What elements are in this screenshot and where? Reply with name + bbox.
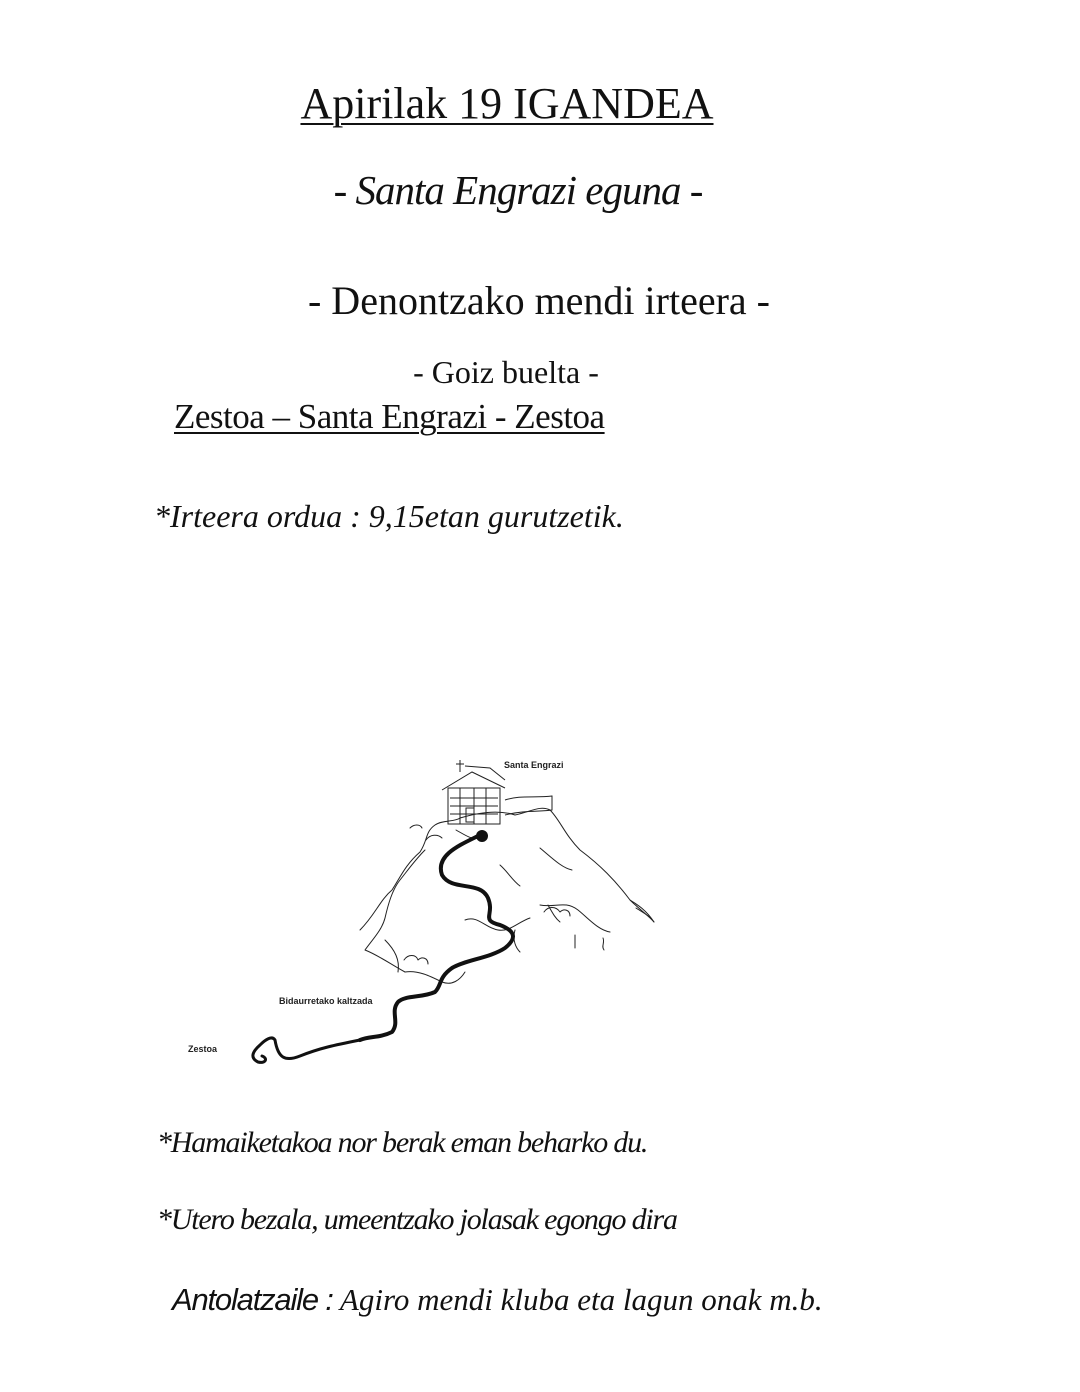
note-snack: *Hamaiketakoa nor berak eman beharko du. xyxy=(157,1126,648,1159)
route-path xyxy=(360,835,513,1040)
event-subtitle: - Santa Engrazi eguna - xyxy=(333,167,703,213)
route-map-drawing xyxy=(160,740,680,1080)
organizer-line xyxy=(172,1282,823,1318)
note-games: *Utero bezala, umeentzako jolasak egongo dira xyxy=(157,1203,677,1236)
mountain-sketch xyxy=(360,808,654,983)
route-title: Zestoa – Santa Engrazi - Zestoa xyxy=(174,397,605,436)
organizer-label: Antolatzaile : xyxy=(172,1282,333,1317)
summit-marker xyxy=(476,830,488,842)
map-label-start: Zestoa xyxy=(188,1044,218,1054)
page-title: Apirilak 19 IGANDEA xyxy=(300,79,714,128)
route-path-lower xyxy=(253,1038,360,1062)
tour-type: - Goiz buelta - xyxy=(413,354,599,390)
organizer-value: Agiro mendi kluba eta lagun onak m.b. xyxy=(332,1282,823,1317)
event-headline: - Denontzako mendi irteera - xyxy=(307,278,770,323)
departure-time: *Irteera ordua : 9,15etan gurutzetik. xyxy=(154,498,624,534)
map-label-summit: Santa Engrazi xyxy=(504,760,564,770)
map-label-path: Bidaurretako kaltzada xyxy=(279,996,373,1006)
